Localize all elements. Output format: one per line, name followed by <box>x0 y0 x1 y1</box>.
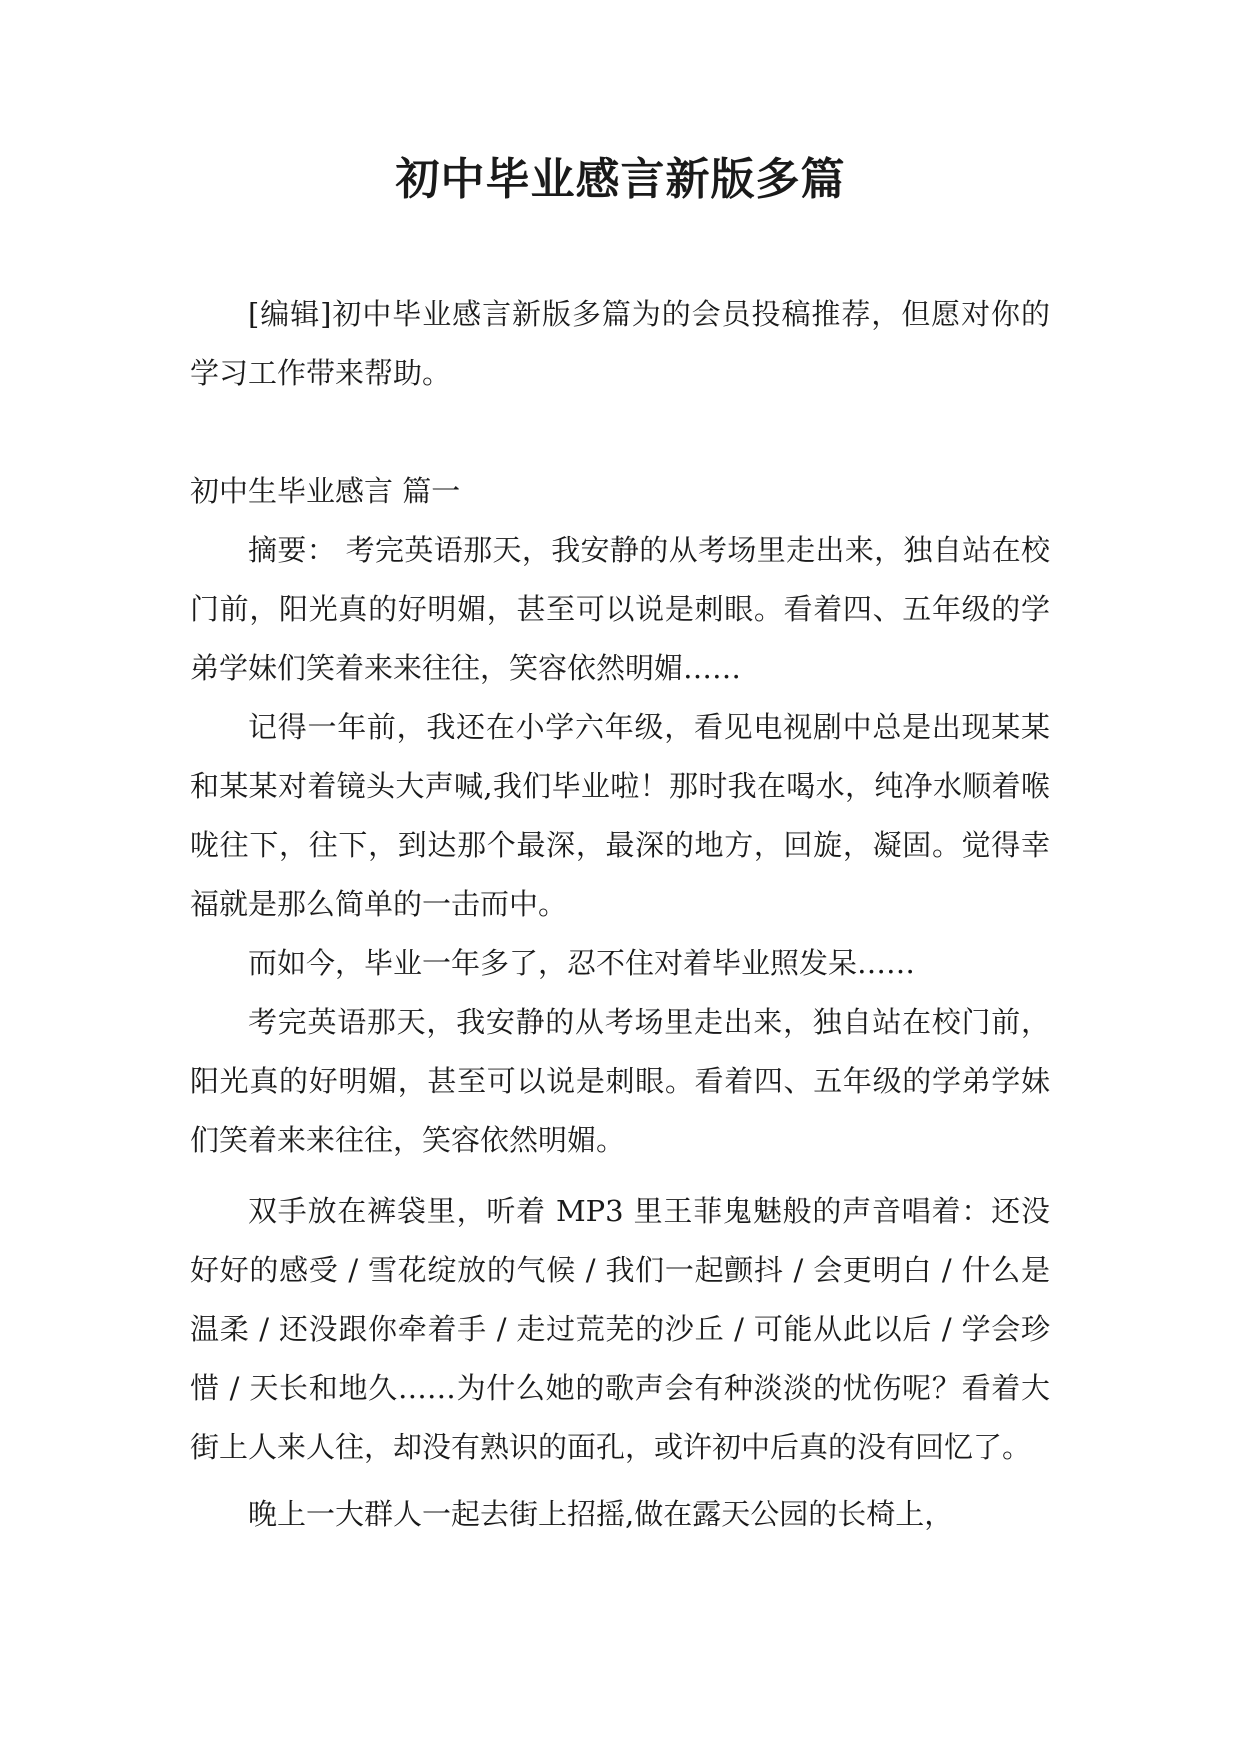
body-paragraph: 双手放在裤袋里，听着 MP3 里王菲鬼魅般的声音唱着：还没好好的感受 / 雪花绽放的气候 / 我们一起颤抖 / 会更明白 / 什么是温柔 / 还没跟你牵着手 / 走过荒芜的沙丘 / 可能从此以后 / 学会珍惜 / 天长和地久……为什么她的歌声会有种淡淡的忧伤呢？看着大街上人来人往，却没有熟识的面孔，或许初中后真的没有回忆了。 <box>190 1194 1050 1464</box>
body-paragraph: 晚上一大群人一起去街上招摇,做在露天公园的长椅上， <box>248 1497 954 1531</box>
document-title: 初中毕业感言新版多篇 <box>395 154 846 205</box>
body-paragraph: 摘要： 考完英语那天，我安静的从考场里走出来，独自站在校门前，阳光真的好明媚，甚至可以说是刺眼。看着四、五年级的学弟学妹们笑着来来往往，笑容依然明媚…… <box>190 533 1050 685</box>
intro-paragraph: [编辑]初中毕业感言新版多篇为的会员投稿推荐，但愿对你的学习工作带来帮助。 <box>190 297 1050 390</box>
body-paragraph: 而如今，毕业一年多了，忍不住对着毕业照发呆…… <box>248 946 916 980</box>
body-paragraph: 考完英语那天，我安静的从考场里走出来，独自站在校门前，阳光真的好明媚，甚至可以说是刺眼。看着四、五年级的学弟学妹们笑着来来往往，笑容依然明媚。 <box>190 1005 1050 1157</box>
document-body <box>190 285 1050 1544</box>
body-paragraph: 记得一年前，我还在小学六年级，看见电视剧中总是出现某某和某某对着镜头大声喊,我们毕业啦！那时我在喝水，纯净水顺着喉咙往下，往下，到达那个最深，最深的地方，回旋，凝固。觉得幸福就是那么简单的一击而中。 <box>190 710 1050 921</box>
section-heading: 初中生毕业感言 篇一 <box>190 474 461 508</box>
